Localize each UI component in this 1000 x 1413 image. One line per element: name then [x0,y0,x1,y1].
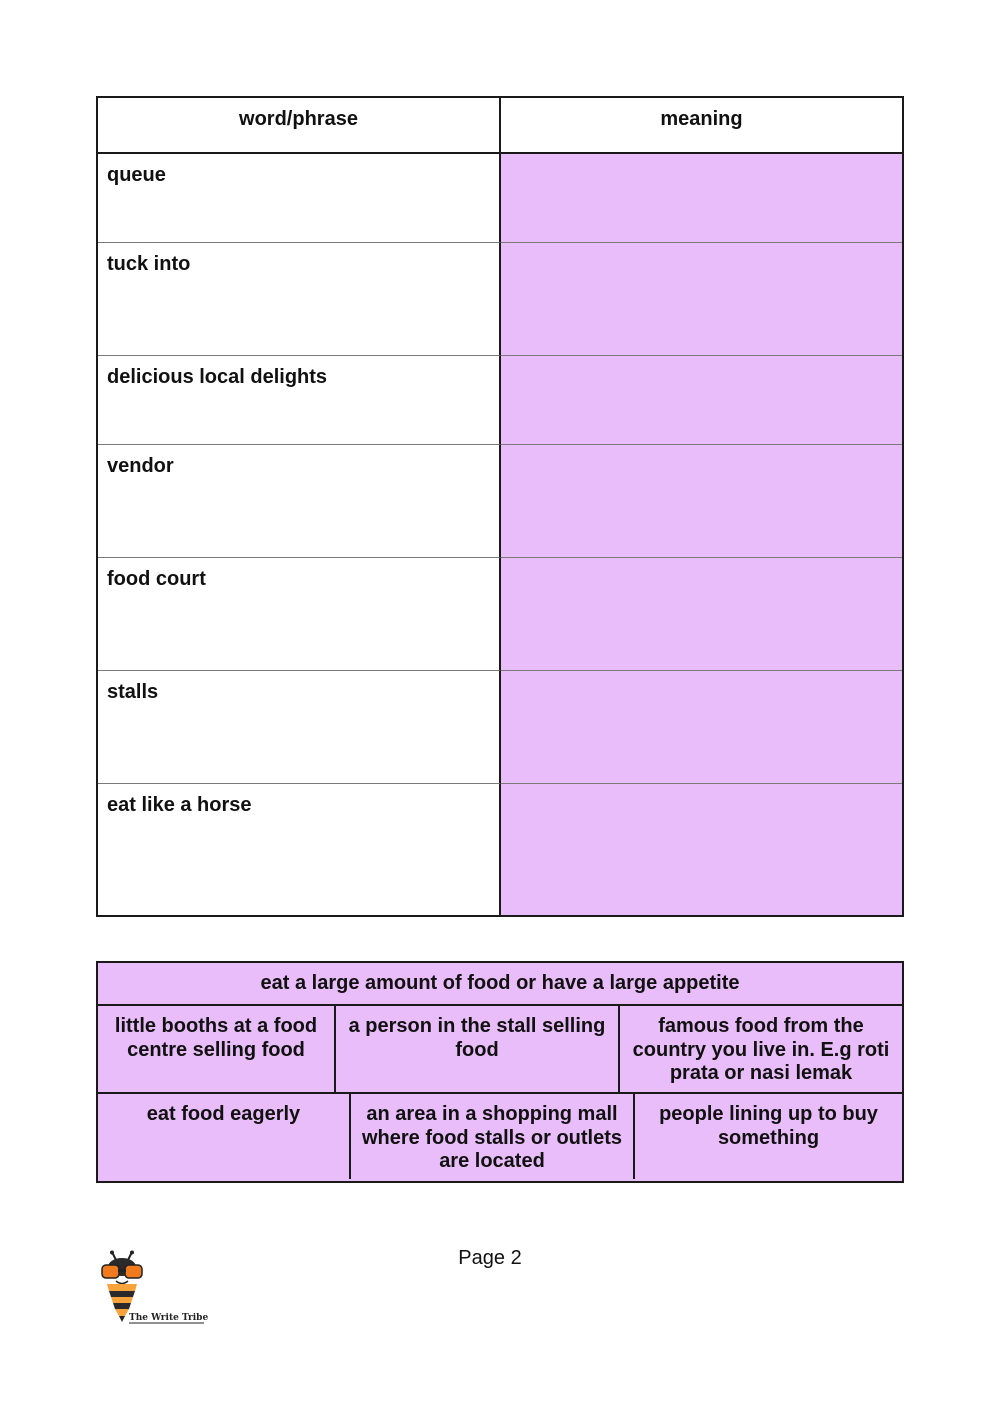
answer-option-person-selling[interactable]: a person in the stall selling food [336,1006,620,1092]
word-cell-stalls: stalls [98,671,501,784]
answer-option-mall-area[interactable]: an area in a shopping mall where food stalls or outlets are located [351,1094,635,1179]
bee-icon [98,1250,208,1326]
logo-text: The Write Tribe [129,1313,208,1323]
answer-bank [96,961,904,1183]
word-cell-vendor: vendor [98,445,501,558]
answer-option-large-appetite[interactable]: eat a large amount of food or have a large appetite [260,972,740,994]
word-cell-eat-like-a-horse: eat like a horse [98,784,501,915]
meaning-drop-zone-tuck-into[interactable] [501,243,902,356]
answer-option-famous-food[interactable]: famous food from the country you live in. E.g roti prata or nasi lemak [632,1015,890,1084]
meaning-drop-zone-vendor[interactable] [501,445,902,558]
answer-option-little-booths[interactable]: little booths at a food centre selling food [98,1006,336,1092]
meaning-drop-zone-delicious-local-delights[interactable] [501,356,902,445]
vocabulary-table [96,96,904,917]
answer-bank-row [98,963,902,1006]
header-meaning: meaning [501,98,902,154]
header-word-phrase: word/phrase [98,98,501,154]
word-cell-queue: queue [98,154,501,243]
word-cell-delicious-local-delights: delicious local delights [98,356,501,445]
meaning-drop-zone-food-court[interactable] [501,558,902,671]
meaning-drop-zone-eat-like-a-horse[interactable] [501,784,902,915]
write-tribe-logo [98,1250,208,1326]
answer-bank-row [98,1006,902,1094]
word-cell-food-court: food court [98,558,501,671]
word-cell-tuck-into: tuck into [98,243,501,356]
meaning-drop-zone-stalls[interactable] [501,671,902,784]
answer-bank-row [98,1094,902,1179]
answer-option-eat-eagerly[interactable]: eat food eagerly [98,1094,351,1179]
page-number: Page 2 [458,1247,522,1269]
answer-option-lining-up[interactable]: people lining up to buy something [659,1103,878,1149]
meaning-drop-zone-queue[interactable] [501,154,902,243]
